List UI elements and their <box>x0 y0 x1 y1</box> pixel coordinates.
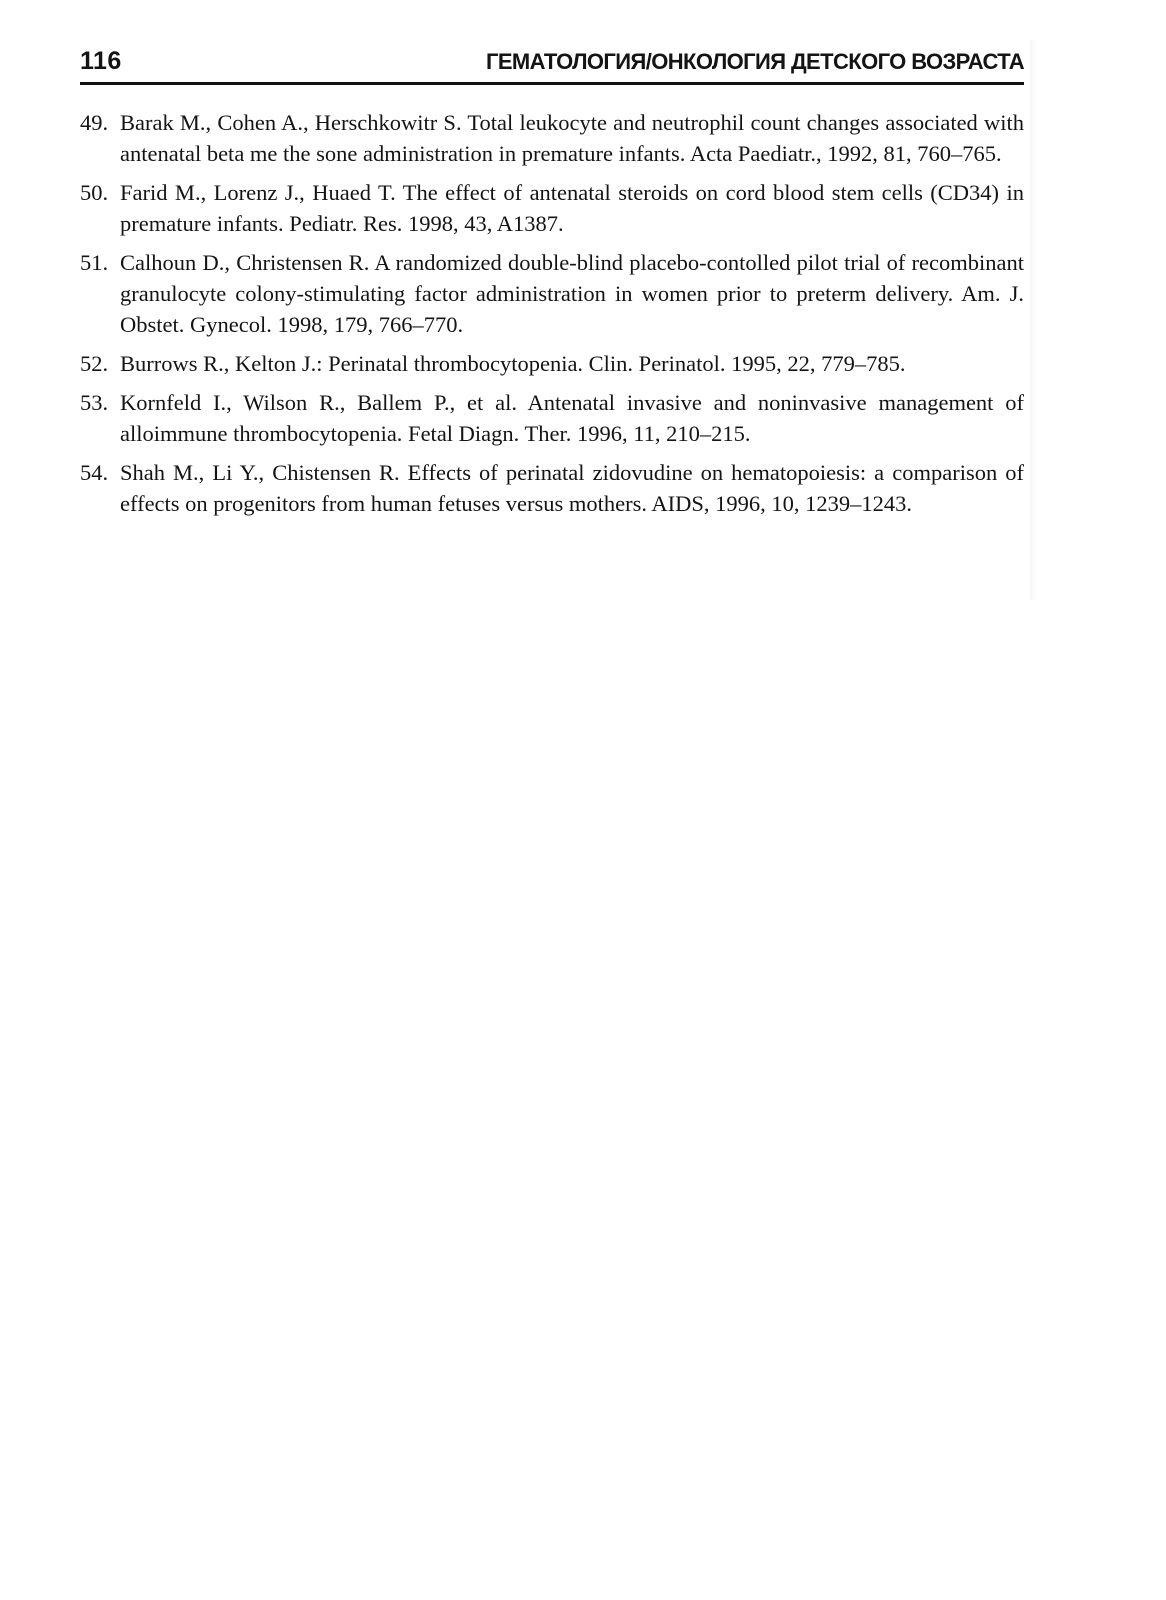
reference-list <box>80 107 1024 527</box>
reference-number: 51. <box>80 250 109 275</box>
page-header <box>80 44 1024 85</box>
reference-item <box>80 247 1024 340</box>
reference-item <box>80 107 1024 169</box>
reference-item <box>80 457 1024 519</box>
scan-edge-shadow <box>1030 40 1036 600</box>
reference-number: 52. <box>80 351 109 376</box>
reference-text: Shah M., Li Y., Chistensen R. Effects of perinatal zidovudine on hematopoiesis: a comparison of effects on progenitors from human fetuses versus mothers. AIDS, 1996, 10, 1239–1243. <box>120 460 1024 516</box>
reference-number: 54. <box>80 460 109 485</box>
reference-text: Burrows R., Kelton J.: Perinatal thrombocytopenia. Clin. Perinatol. 1995, 22, 779–785. <box>120 351 906 376</box>
reference-text: Calhoun D., Christensen R. A randomized double-blind placebo-contolled pilot trial of recombinant granulocyte colony-stimulating factor administration in women prior to preterm delivery. Am. J. Obstet. Gynecol. 1998, 179, 766–770. <box>120 250 1024 337</box>
reference-text: Farid M., Lorenz J., Huaed T. The effect of antenatal steroids on cord blood stem cells (CD34) in premature infants. Pediatr. Res. 1998, 43, A1387. <box>120 180 1024 236</box>
reference-text: Kornfeld I., Wilson R., Ballem P., et al. Antenatal invasive and noninvasive management of alloimmune thrombocytopenia. Fetal Diagn. Ther. 1996, 11, 210–215. <box>120 390 1024 446</box>
reference-text: Barak M., Cohen A., Herschkowitr S. Total leukocyte and neutrophil count changes associated with antenatal beta me the sone administration in premature infants. Acta Paediatr., 1992, 81, 760–765. <box>120 110 1024 166</box>
reference-item <box>80 177 1024 239</box>
reference-item <box>80 348 1024 379</box>
reference-number: 50. <box>80 180 109 205</box>
running-title: ГЕМАТОЛОГИЯ/ОНКОЛОГИЯ ДЕТСКОГО ВОЗРАСТА <box>485 49 1024 74</box>
reference-number: 49. <box>80 110 109 135</box>
reference-number: 53. <box>80 390 109 415</box>
reference-item <box>80 387 1024 449</box>
page-number: 116 <box>80 47 122 75</box>
